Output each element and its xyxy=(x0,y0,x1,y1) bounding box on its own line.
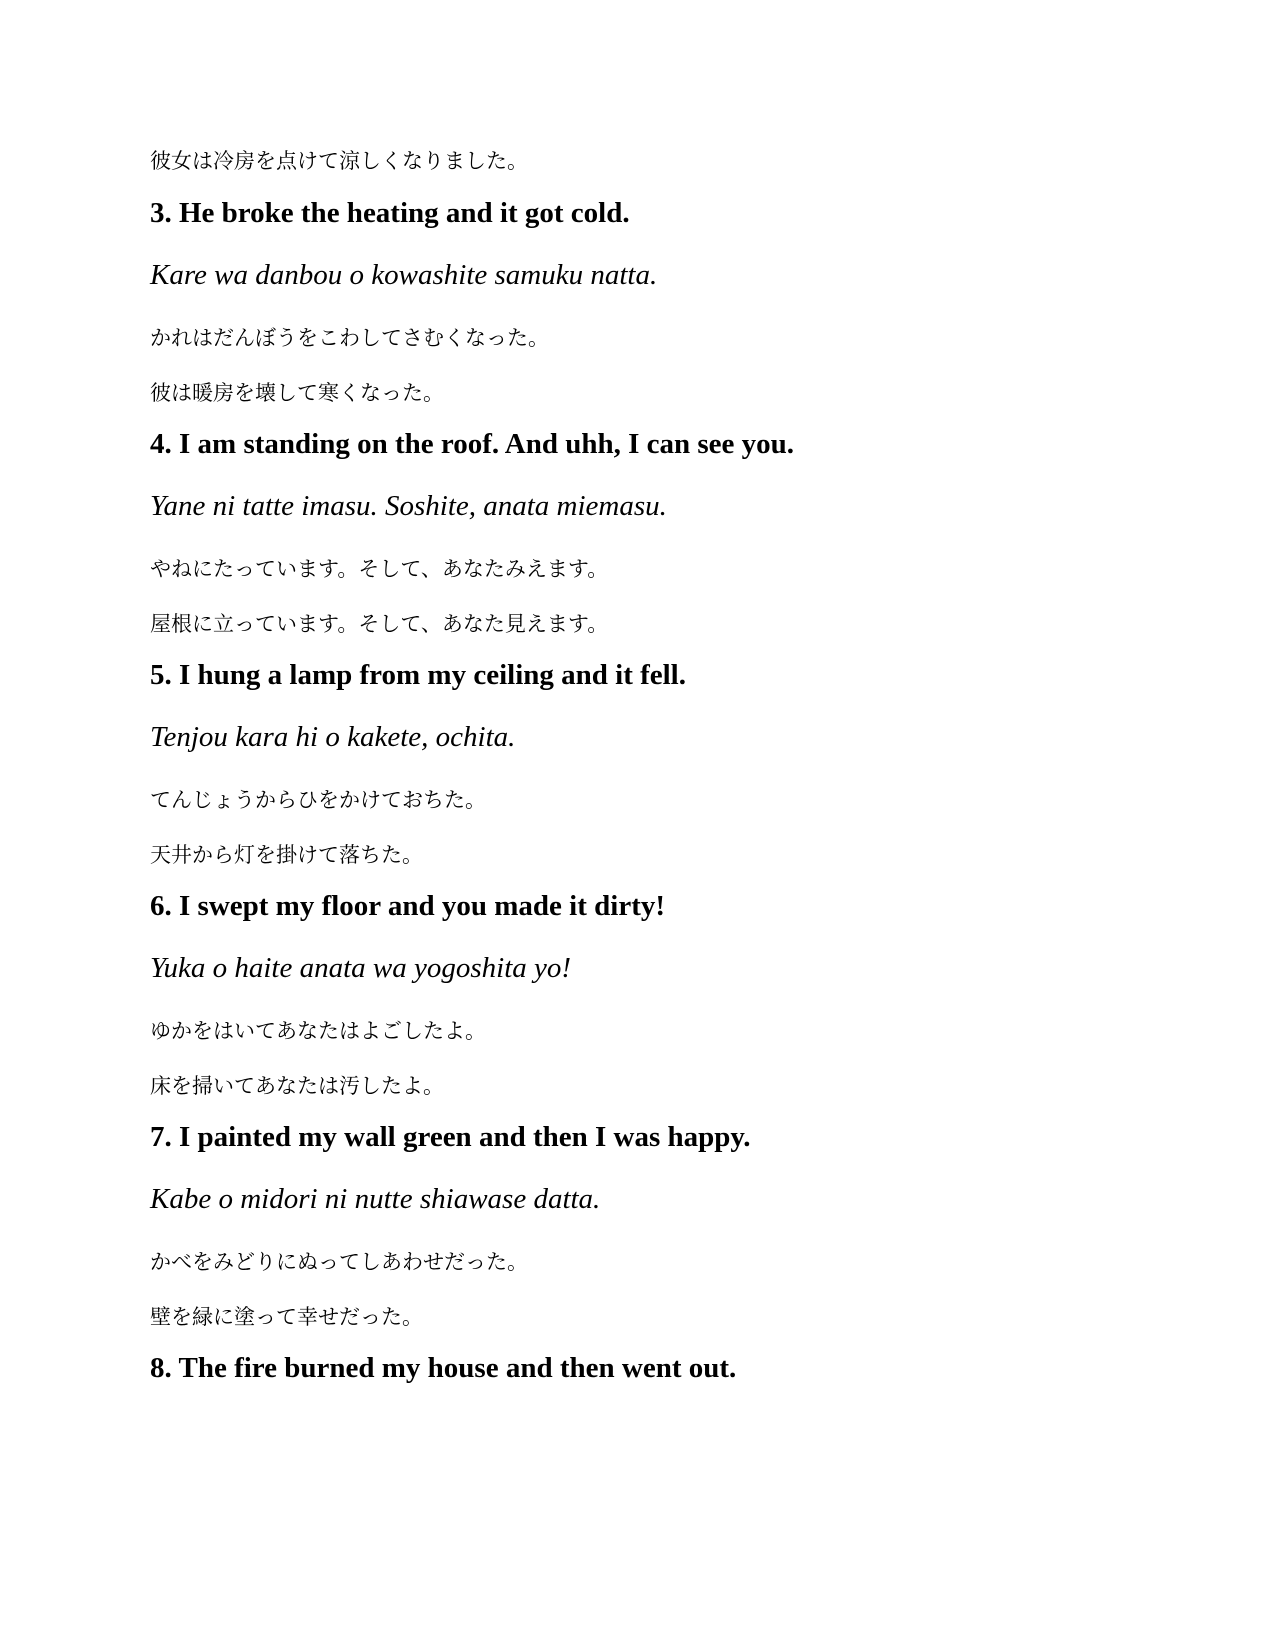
romaji-line: Yane ni tatte imasu. Soshite, anata miemasu. xyxy=(150,490,667,522)
kanji-line: 天井から灯を掛けて落ちた。 xyxy=(150,843,423,867)
kanji-line: 彼女は冷房を点けて涼しくなりました。 xyxy=(150,149,528,173)
english-sentence: 4. I am standing on the roof. And uhh, I can see you. xyxy=(150,428,795,460)
english-sentence: 8. The fire burned my house and then went out. xyxy=(150,1352,737,1384)
hiragana-line: かれはだんぼうをこわしてさむくなった。 xyxy=(150,326,549,350)
kanji-line: 壁を緑に塗って幸せだった。 xyxy=(150,1305,423,1329)
english-sentence: 7. I painted my wall green and then I was happy. xyxy=(150,1121,751,1153)
kanji-line: 床を掃いてあなたは汚したよ。 xyxy=(150,1074,444,1098)
hiragana-line: かべをみどりにぬってしあわせだった。 xyxy=(150,1250,528,1274)
romaji-line: Kabe o midori ni nutte shiawase datta. xyxy=(150,1183,601,1215)
romaji-line: Kare wa danbou o kowashite samuku natta. xyxy=(150,259,658,291)
kanji-line: 屋根に立っています。そして、あなた見えます。 xyxy=(150,612,609,636)
romaji-line: Tenjou kara hi o kakete, ochita. xyxy=(150,721,516,753)
hiragana-line: やねにたっています。そして、あなたみえます。 xyxy=(150,557,609,581)
kanji-line: 彼は暖房を壊して寒くなった。 xyxy=(150,381,444,405)
english-sentence: 5. I hung a lamp from my ceiling and it fell. xyxy=(150,659,686,691)
hiragana-line: ゆかをはいてあなたはよごしたよ。 xyxy=(150,1019,486,1043)
english-sentence: 6. I swept my floor and you made it dirty! xyxy=(150,890,666,922)
hiragana-line: てんじょうからひをかけておちた。 xyxy=(150,788,486,812)
romaji-line: Yuka o haite anata wa yogoshita yo! xyxy=(150,952,572,984)
english-sentence: 3. He broke the heating and it got cold. xyxy=(150,197,630,229)
